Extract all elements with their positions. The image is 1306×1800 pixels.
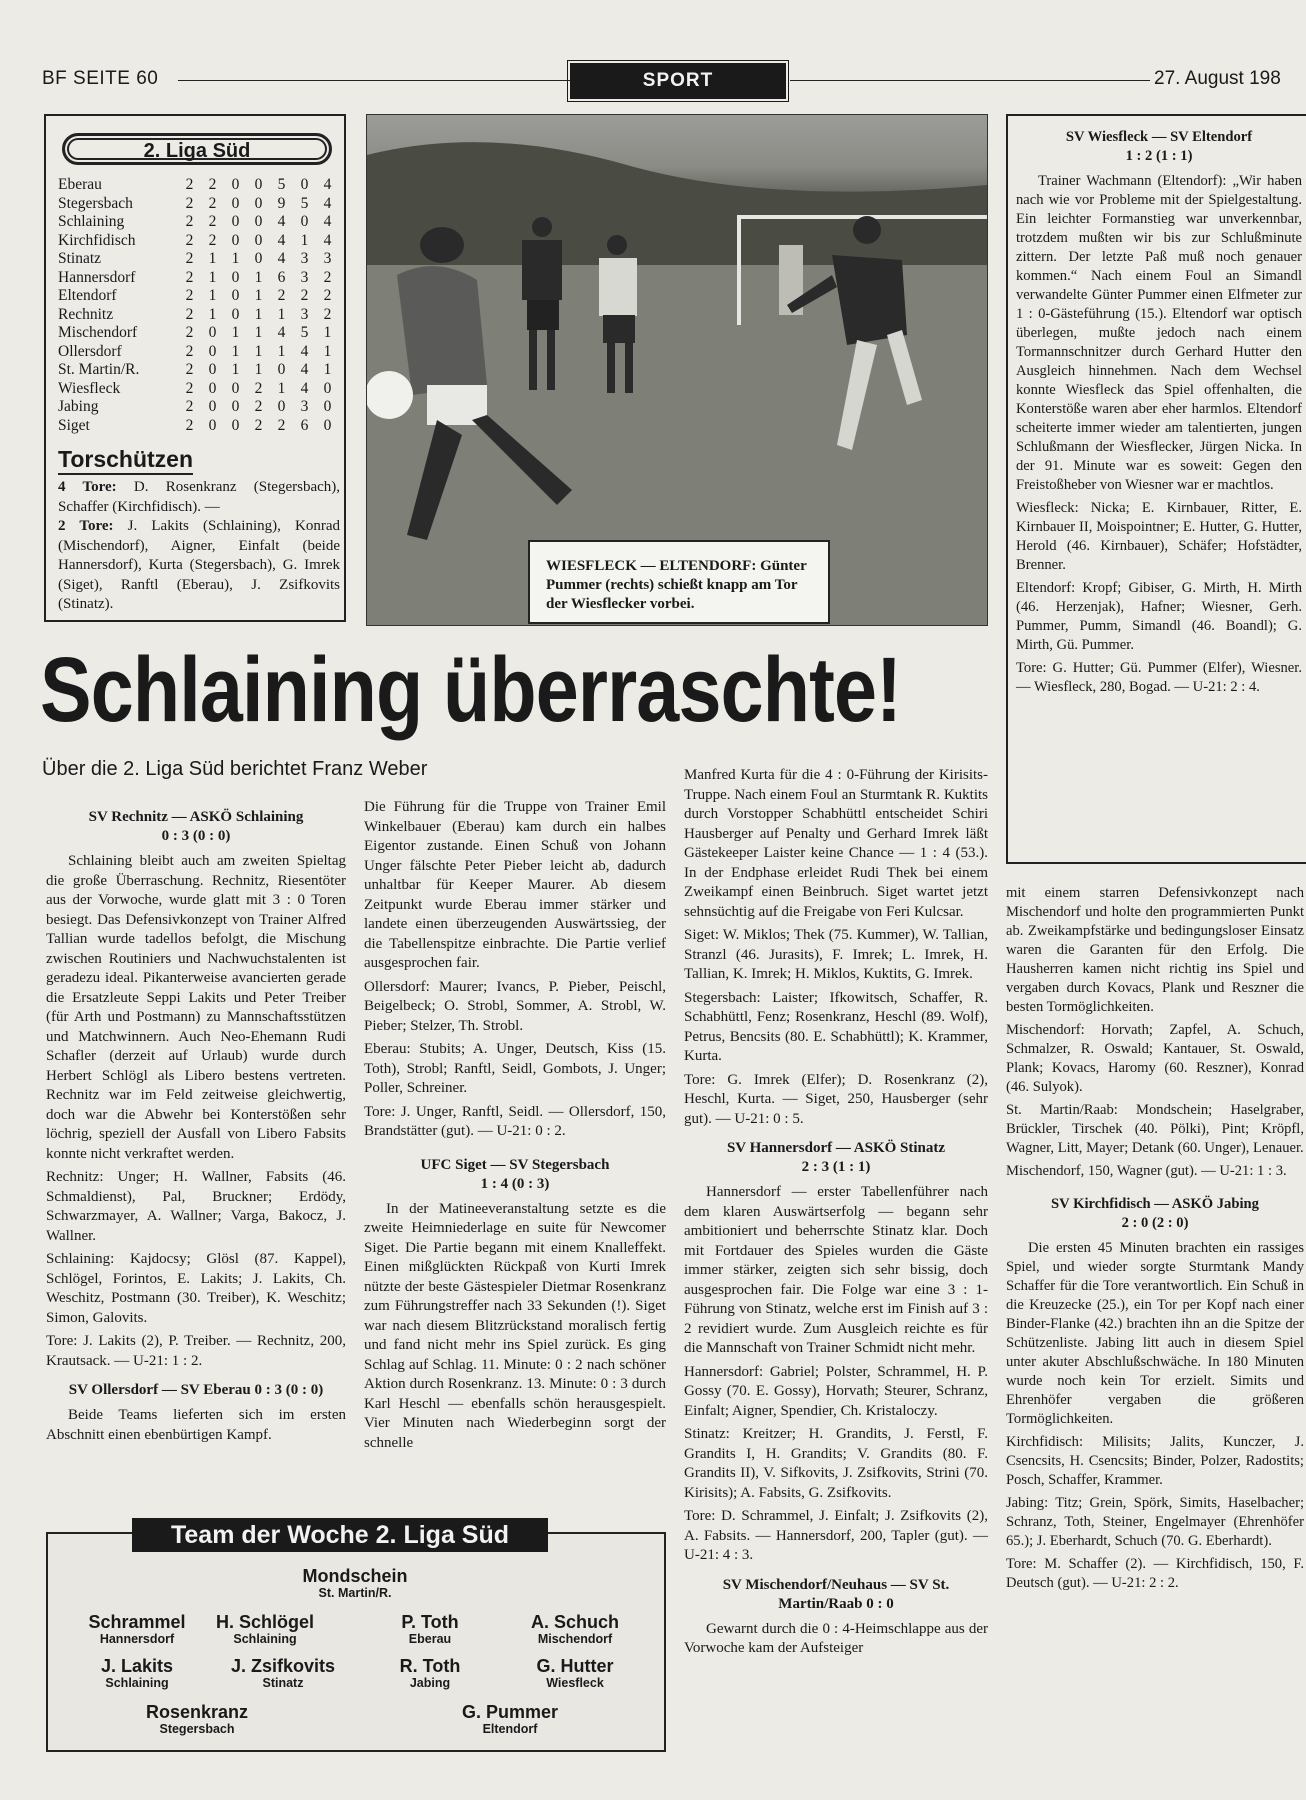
stat-value: 0 bbox=[208, 416, 217, 434]
stat-value: 1 bbox=[277, 305, 286, 323]
stat-value: 1 bbox=[323, 324, 332, 341]
match-report: Manfred Kurta für die 4 : 0-Führung der Kirisits-Truppe. Nach einem Foul an Sturmtank R. Kuktits durch Vorstopper Schabhüttl entscheidet Schiri Hausberger auf Penalty und Gerhard Imrek läßt Gästekeeper Laister keine Chance — 1 : 4 (53.). In der Endphase erleidet Rudi Thek bei einem Zweikampf einen Beinbruch. Siget wartet jetzt sehnsüchtig auf die Freigabe von Feri Kulcsar. bbox=[684, 767, 988, 920]
lineup: Stinatz: Kreitzer; H. Grandits, J. Ferstl, F. Grandits I, H. Grandits; V. Grandits (80. F. Grandits II), V. Sifkovits, J. Zsifkovits, Strini (70. Kirisits); A. Fabsits, G. Zsifkovits. bbox=[684, 1426, 988, 1501]
stat-value: 2 bbox=[254, 379, 263, 397]
standings-row bbox=[58, 287, 339, 306]
team-name: Wiesfleck bbox=[58, 379, 121, 397]
stat-value: 4 bbox=[323, 194, 332, 212]
stat-value: 3 bbox=[300, 268, 309, 286]
team-name: Eltendorf bbox=[58, 287, 117, 304]
stat-value: 2 bbox=[185, 231, 194, 249]
stat-value: 2 bbox=[185, 361, 194, 378]
stat-value: 1 bbox=[254, 342, 263, 360]
stat-value: 2 bbox=[185, 194, 194, 212]
team-player: G. Pummer Eltendorf bbox=[461, 1702, 559, 1736]
team-player: P. Toth Eberau bbox=[401, 1612, 459, 1646]
team-player: Schrammel Hannersdorf bbox=[88, 1612, 186, 1646]
standings-row bbox=[58, 232, 339, 251]
stat-value: 2 bbox=[323, 287, 332, 304]
stat-value: 0 bbox=[323, 398, 332, 415]
stat-value: 0 bbox=[231, 416, 240, 434]
match-heading: SV Hannersdorf — ASKÖ Stinatz 2 : 3 (1 : 1) bbox=[726, 1140, 946, 1175]
stat-value: 0 bbox=[208, 342, 217, 360]
stat-value: 2 bbox=[185, 268, 194, 286]
standings-row bbox=[58, 213, 339, 232]
stat-value: 4 bbox=[323, 231, 332, 249]
stat-value: 2 bbox=[185, 287, 194, 304]
article-byline: Über die 2. Liga Süd berichtet Franz Weber bbox=[42, 758, 428, 780]
stat-value: 2 bbox=[323, 305, 332, 323]
team-player: J. Lakits Schlaining bbox=[100, 1656, 174, 1690]
stat-value: 1 bbox=[254, 361, 263, 378]
stat-value: 0 bbox=[300, 213, 309, 230]
stat-value: 0 bbox=[231, 194, 240, 212]
stat-value: 4 bbox=[323, 213, 332, 230]
lineup: Wiesfleck: Nicka; E. Kirnbauer, Ritter, E. Kirnbauer II, Moispointner; E. Hutter, G. Hutter, Herold (46. Kirnbauer), Schäfer; Hofstädter, Brenner. bbox=[1016, 500, 1302, 573]
lineup: Ollersdorf: Maurer; Ivancs, P. Pieber, Peischl, Beigelbeck; O. Strobl, Sommer, A. Strobl, W. Pieber; Stelzer, Th. Strobl. bbox=[364, 978, 666, 1034]
stat-value: 1 bbox=[231, 250, 240, 267]
standings-title: 2. Liga Süd bbox=[62, 133, 332, 165]
stat-value: 6 bbox=[277, 268, 286, 286]
lineup: Stegersbach: Laister; Ifkowitsch, Schaffer, R. Schabhüttl, Fenz; Rosenkranz, Heschl (89. Wolf), Petrus, Bencsits (80. E. Schabhüttl); K. Krammer, Kurta. bbox=[684, 989, 988, 1064]
stat-value: 9 bbox=[277, 194, 286, 212]
stat-value: 0 bbox=[231, 268, 240, 286]
lineup: Jabing: Titz; Grein, Spörk, Simits, Haselbacher; Schranz, Toth, Steiner, Engelmayer (Ehrenhöfer 65.); J. Eberhardt, Schuch (70. G. Eberhardt). bbox=[1006, 1495, 1304, 1549]
stat-value: 2 bbox=[185, 324, 194, 341]
stat-value: 1 bbox=[277, 379, 286, 397]
goals: Tore: G. Imrek (Elfer); D. Rosenkranz (2), Heschl, Kurta. — Siget, 250, Hausberger (sehr gut). — U-21: 0 : 5. bbox=[684, 1071, 988, 1127]
stat-value: 2 bbox=[300, 287, 309, 304]
stat-value: 4 bbox=[277, 213, 286, 230]
article-column-4 bbox=[1006, 884, 1304, 1597]
stat-value: 4 bbox=[323, 176, 332, 193]
standings-row bbox=[58, 324, 339, 343]
stat-value: 1 bbox=[231, 342, 240, 360]
stat-value: 2 bbox=[185, 398, 194, 415]
standings-row bbox=[58, 417, 339, 436]
stat-value: 2 bbox=[277, 287, 286, 304]
team-name: Ollersdorf bbox=[58, 342, 122, 360]
stat-value: 2 bbox=[185, 305, 194, 323]
lineup: Kirchfidisch: Milisits; Jalits, Kunczer, J. Csencsits, H. Csencsits; Binder, Polzer, Radostits; Posch, Schaffer, Krammer. bbox=[1006, 1434, 1304, 1488]
article-headline: Schlaining überraschte! bbox=[40, 639, 902, 741]
stat-value: 0 bbox=[208, 379, 217, 397]
team-name: Mischendorf bbox=[58, 324, 138, 341]
stat-value: 1 bbox=[231, 361, 240, 378]
stat-value: 1 bbox=[208, 250, 217, 267]
stat-value: 1 bbox=[323, 342, 332, 360]
lineup: Rechnitz: Unger; H. Wallner, Fabsits (46. Schmaldienst), Pal, Bruckner; Erdödy, Schwarzmayer, A. Wallner; Varga, Bakocz, J. Wallner. bbox=[46, 1169, 346, 1244]
stat-value: 1 bbox=[277, 342, 286, 360]
stat-value: 1 bbox=[208, 305, 217, 323]
match-report: Trainer Wachmann (Eltendorf): „Wir haben nach wie vor Probleme mit der Spielgestaltung. Ein leichter Formanstieg war unverkennbar, trotzdem mußten wir bis zur Schlußminute zittern. Der letzte Paß muß noch genauer kommen.“ Nach einem Foul an Simandl verwandelte Günter Pummer einen Elfmeter zur 1 : 0-Gästeführung (15.). Eltendorf war optisch überlegen, mußte jedoch nach einem Tormannschnitzer durch Gerhard Hutter den Ausgleich hinnehmen. Nach dem Wechsel konnte Wiesfleck das Spiel offenhalten, die Konterstöße waren aber eher harmlos. Eltendorf scheiterte immer wieder am talentierten, jungen Schlußmann der Wiesflecker, Jürgen Nicka. In der 91. Minute war es soweit: Gegen den Freistoßheber von Wiesner war er machtlos. bbox=[1016, 173, 1302, 493]
article-column-4-box bbox=[1016, 126, 1302, 701]
stat-value: 3 bbox=[300, 250, 309, 267]
match-report: mit einem starren Defensivkonzept nach Mischendorf und holte den programmierten Punkt ab. Zweikampfstärke und bedingungsloser Einsatz waren die Garanten für den Erfolg. Die Hausherren kamen nicht richtig ins Spiel und vergaben durch Kovacs, Plank und Reszner die besten Tormöglichkeiten. bbox=[1006, 885, 1304, 1015]
stat-value: 1 bbox=[254, 305, 263, 323]
lineup: Hannersdorf: Gabriel; Polster, Schrammel, H. P. Gossy (70. E. Gossy), Horvath; Steurer, Schranz, Einfalt; Aigner, Spendier, Ch. Kristaloczy. bbox=[684, 1363, 988, 1419]
stat-value: 4 bbox=[277, 324, 286, 341]
stat-value: 2 bbox=[254, 416, 263, 434]
match-report: Beide Teams lieferten sich im ersten Abschnitt einen ebenbürtigen Kampf. bbox=[46, 1407, 346, 1443]
team-player: Rosenkranz Stegersbach bbox=[145, 1702, 249, 1736]
article-column-2 bbox=[364, 798, 666, 1457]
match-report: Hannersdorf — erster Tabellenführer nach dem klaren Auswärtserfolg — begann sehr ambitioniert und beherrschte Stinatz klar. Doch mit Fortdauer des Spieles wurden die Gäste immer stärker, zeigten sich sehr bissig, doch ausgesprochen fair. Die Folge war eine 3 : 1-Führung von Stinatz, welche erst im Finish auf 3 : 2 revidiert wurde. Zum Ausgleich reichte es für die Mannschaft von Trainer Schmidt nicht mehr. bbox=[684, 1184, 988, 1356]
stat-value: 0 bbox=[208, 398, 217, 415]
stat-value: 0 bbox=[231, 398, 240, 415]
team-player: G. Hutter Wiesfleck bbox=[536, 1656, 614, 1690]
standings-row bbox=[58, 343, 339, 362]
match-heading: SV Ollersdorf — SV Eberau 0 : 3 (0 : 0) bbox=[68, 1382, 324, 1398]
stat-value: 0 bbox=[254, 250, 263, 267]
stat-value: 1 bbox=[254, 324, 263, 341]
team-name: Jabing bbox=[58, 398, 99, 415]
stat-value: 0 bbox=[277, 398, 286, 415]
team-name: Schlaining bbox=[58, 213, 125, 230]
stat-value: 1 bbox=[254, 268, 263, 286]
header-rule-left bbox=[178, 80, 570, 81]
scorers-title: Torschützen bbox=[58, 446, 193, 475]
match-report: Die ersten 45 Minuten brachten ein rassiges Spiel, und wieder sorgte Sturmtank Mandy Schaffer für die Tore verantwortlich. Ein Schuß in die Kreuzecke (25.), ein Tor per Kopf nach einer Binder-Flanke (42.) brachten ihn an die Spitze der Schützenliste. Jabing litt auch in diesem Spiel unter akuter Abschlußschwäche. In 180 Minuten wurde noch kein Tor erzielt. Simits und Ehrenhöfer vergaben die größeren Tormöglichkeiten. bbox=[1006, 1240, 1304, 1427]
article-column-3 bbox=[684, 766, 988, 1663]
stat-value: 0 bbox=[300, 176, 309, 193]
standings-table bbox=[58, 176, 339, 435]
goals: Tore: D. Schrammel, J. Einfalt; J. Zsifkovits (2), A. Fabsits. — Hannersdorf, 200, Tapler (gut). — U-21: 4 : 3. bbox=[684, 1508, 988, 1563]
team-name: Siget bbox=[58, 416, 90, 434]
lineup: St. Martin/Raab: Mondschein; Haselgraber, Brückler, Tirschek (40. Pölki), Pint; Kröpfl, Wagner, Litt, Mayer; Detank (60. Unger), Lenauer. bbox=[1006, 1102, 1304, 1156]
stat-value: 0 bbox=[254, 231, 263, 249]
stat-value: 5 bbox=[300, 194, 309, 212]
lineup: Schlaining: Kajdocsy; Glösl (87. Kappel), Schlögel, Forintos, E. Lakits; J. Lakits, Ch. Weschitz, Postmann (30. Treiber), K. Weschitz; Simon, Galovits. bbox=[46, 1251, 346, 1326]
match-report: Schlaining bleibt auch am zweiten Spieltag die große Überraschung. Rechnitz, Riesentöter aus der Vorwoche, wurde glatt mit 3 : 0 Toren besiegt. Das Defensivkonzept von Trainer Alfred Tallian wurde tadellos befolgt, die Mischung zwischen Routiniers und Nachwuchstalenten ist geradezu ideal. Pikanterweise avancierten gerade die Ersatzleute Seppi Lakits und Peter Treiber (für Arth und Postmann) zu Mannschaftsstützen und Matchwinnern. Auch Neo-Ehemann Rudi Schafler (derzeit auf Urlaub) wurde durch Herbert Schlögl als Libero bestens vertreten. Rechnitz war im Feld zeitweise gleichwertig, doch war die Abwehr bei Konterstößen sehr löchrig, speziell der Ausfall von Libero Fabsits konnte nicht verkraftet werden. bbox=[46, 853, 346, 1162]
stat-value: 2 bbox=[185, 416, 194, 434]
stat-value: 0 bbox=[254, 176, 263, 193]
goals: Tore: G. Hutter; Gü. Pummer (Elfer), Wiesner. — Wiesfleck, 280, Bogad. — U-21: 2 : 4. bbox=[1016, 660, 1302, 695]
lineup: Siget: W. Miklos; Thek (75. Kummer), W. Tallian, Stranzl (46. Jurasits), F. Imrek; L. Imrek, H. Tallian, K. Imrek; H. Miklos, Kuktits, G. Imrek. bbox=[684, 927, 988, 982]
team-player: Mondschein St. Martin/R. bbox=[302, 1566, 408, 1600]
stat-value: 2 bbox=[208, 194, 217, 212]
stat-value: 0 bbox=[231, 379, 240, 397]
stat-value: 2 bbox=[277, 416, 286, 434]
photo-caption: WIESFLECK — ELTENDORF: Günter Pummer (rechts) schießt knapp am Tor der Wiesflecker vorbei. bbox=[528, 540, 830, 624]
stat-value: 1 bbox=[208, 268, 217, 286]
standings-row bbox=[58, 398, 339, 417]
standings-row bbox=[58, 269, 339, 288]
stat-value: 2 bbox=[208, 176, 217, 193]
standings-row bbox=[58, 250, 339, 269]
team-name: Stegersbach bbox=[58, 194, 133, 212]
lineup: Eltendorf: Kropf; Gibiser, G. Mirth, H. Mirth (46. Herzenjak), Hafner; Wiesner, Gerh. Pummer, Pumm, Simandl (46. Boandl); G. Mirth, Gü. Pummer. bbox=[1016, 580, 1302, 653]
team-name: Rechnitz bbox=[58, 305, 114, 323]
match-report: Gewarnt durch die 0 : 4-Heimschlappe aus der Vorwoche kam der Aufsteiger bbox=[684, 1620, 988, 1656]
lineup: Mischendorf: Horvath; Zapfel, A. Schuch, Schmalzer, R. Oswald; Kantauer, St. Oswald, Plank; Kovacs, Haromy (60. Reszner), Konrad (46. Sulyok). bbox=[1006, 1022, 1304, 1095]
match-heading: SV Rechnitz — ASKÖ Schlaining 0 : 3 (0 : 0) bbox=[88, 809, 304, 844]
stat-value: 2 bbox=[254, 398, 263, 415]
stat-value: 1 bbox=[231, 324, 240, 341]
page-date: 27. August 198 bbox=[1154, 68, 1281, 89]
stat-value: 0 bbox=[277, 361, 286, 378]
goals: Tore: J. Unger, Ranftl, Seidl. — Ollersdorf, 150, Brandstätter (gut). — U-21: 0 : 2. bbox=[364, 1103, 666, 1139]
team-name: Kirchfidisch bbox=[58, 231, 136, 249]
stat-value: 3 bbox=[300, 305, 309, 323]
team-name: Eberau bbox=[58, 176, 102, 193]
standings-row bbox=[58, 176, 339, 195]
stat-value: 4 bbox=[300, 379, 309, 397]
goals: Mischendorf, 150, Wagner (gut). — U-21: 1 : 3. bbox=[1006, 1163, 1287, 1179]
stat-value: 0 bbox=[231, 176, 240, 193]
stat-value: 5 bbox=[277, 176, 286, 193]
standings-row bbox=[58, 380, 339, 399]
stat-value: 2 bbox=[208, 231, 217, 249]
stat-value: 0 bbox=[323, 379, 332, 397]
stat-value: 5 bbox=[300, 324, 309, 341]
section-tag: SPORT bbox=[570, 63, 786, 99]
standings-row bbox=[58, 195, 339, 214]
match-report: In der Matineeveranstaltung setzte es die zweite Heimniederlage en suite für Newcomer Siget. Die Partie begann mit einem Knalleffekt. Einen mißglückten Rückpaß von Kurti Imrek nützte der beste Gästespieler Dietmar Rosenkranz zum Führungstreffer nach 33 Sekunden (!). Siget war nach diesem Blitzrückstand moralisch fertig und fand nicht mehr ins Spiel zurück. Es ging Schlag auf Schlag. 11. Minute: 0 : 2 nach schöner Aktion durch Rosenkranz. 13. Minute: 0 : 3 durch Karl Heschl — ebenfalls schön herausgespielt. Vier Minuten nach Wiederbeginn sorgt der schnelle bbox=[364, 1200, 666, 1451]
stat-value: 0 bbox=[231, 213, 240, 230]
scorers-text: 4 Tore: D. Rosenkranz (Stegersbach), Schaffer (Kirchfidisch). — 2 Tore: J. Lakits (Schlaining), Konrad (Mischendorf), Aigner, Einfalt (beide Hannersdorf), Kurta (Stegersbach), G. Imrek (Siget), Ranftl (Eberau), J. Zsifkovits (Stinatz). bbox=[58, 479, 341, 612]
stat-value: 0 bbox=[231, 305, 240, 323]
stat-value: 4 bbox=[277, 250, 286, 267]
standings-row bbox=[58, 306, 339, 325]
stat-value: 0 bbox=[254, 213, 263, 230]
stat-value: 3 bbox=[323, 250, 332, 267]
match-heading: SV Wiesfleck — SV Eltendorf 1 : 2 (1 : 1) bbox=[1065, 129, 1253, 164]
stat-value: 2 bbox=[208, 213, 217, 230]
goals: Tore: M. Schaffer (2). — Kirchfidisch, 150, F. Deutsch (gut). — U-21: 2 : 2. bbox=[1006, 1556, 1304, 1591]
stat-value: 2 bbox=[185, 176, 194, 193]
team-player: J. Zsifkovits Stinatz bbox=[230, 1656, 336, 1690]
stat-value: 0 bbox=[231, 287, 240, 304]
stat-value: 1 bbox=[323, 361, 332, 378]
stat-value: 0 bbox=[231, 231, 240, 249]
team-name: Hannersdorf bbox=[58, 268, 136, 286]
stat-value: 2 bbox=[323, 268, 332, 286]
match-heading: SV Mischendorf/Neuhaus — SV St. Martin/Raab 0 : 0 bbox=[722, 1576, 950, 1612]
stat-value: 1 bbox=[208, 287, 217, 304]
goals: Tore: J. Lakits (2), P. Treiber. — Rechnitz, 200, Krautsack. — U-21: 1 : 2. bbox=[46, 1333, 346, 1369]
stat-value: 4 bbox=[300, 342, 309, 360]
page-header-left: BF SEITE 60 bbox=[42, 68, 159, 89]
stat-value: 4 bbox=[277, 231, 286, 249]
stat-value: 2 bbox=[185, 213, 194, 230]
stat-value: 0 bbox=[254, 194, 263, 212]
match-heading: SV Kirchfidisch — ASKÖ Jabing 2 : 0 (2 : 0) bbox=[1051, 1196, 1259, 1231]
stat-value: 2 bbox=[185, 379, 194, 397]
team-player: H. Schlögel Schlaining bbox=[215, 1612, 314, 1646]
match-heading: UFC Siget — SV Stegersbach 1 : 4 (0 : 3) bbox=[420, 1156, 610, 1192]
team-name: St. Martin/R. bbox=[58, 361, 140, 378]
stat-value: 1 bbox=[254, 287, 263, 304]
stat-value: 2 bbox=[185, 342, 194, 360]
article-column-1 bbox=[46, 798, 346, 1449]
stat-value: 0 bbox=[323, 416, 332, 434]
stat-value: 0 bbox=[208, 361, 217, 378]
team-player: R. Toth Jabing bbox=[399, 1656, 461, 1690]
header-rule-right bbox=[790, 80, 1150, 81]
match-report: Die Führung für die Truppe von Trainer Emil Winkelbauer (Eberau) kam durch ein halbes Eigentor zustande. Einen Schuß von Johann Unger fälschte Peter Pieber leicht ab, dadurch unhaltbar für Keeper Maurer. Ab diesem Zeitpunkt wurde Eberau immer stärker und landete einen überzeugenden Auswärtssieg, der die Tabellenspitze einbrachte. Die Partie verlief ausgesprochen fair. bbox=[364, 799, 666, 971]
standings-row bbox=[58, 361, 339, 380]
stat-value: 1 bbox=[300, 231, 309, 249]
stat-value: 3 bbox=[300, 398, 309, 415]
stat-value: 2 bbox=[185, 250, 194, 267]
stat-value: 4 bbox=[300, 361, 309, 378]
lineup: Eberau: Stubits; A. Unger, Deutsch, Kiss (15. Toth), Strobl; Ranftl, Seidl, Gombots, J. Unger; Poller, Schreiner. bbox=[364, 1041, 666, 1096]
stat-value: 6 bbox=[300, 416, 309, 434]
team-player: A. Schuch Mischendorf bbox=[530, 1612, 619, 1646]
team-of-week-title: Team der Woche 2. Liga Süd bbox=[132, 1518, 548, 1552]
team-name: Stinatz bbox=[58, 250, 102, 267]
stat-value: 0 bbox=[208, 324, 217, 341]
